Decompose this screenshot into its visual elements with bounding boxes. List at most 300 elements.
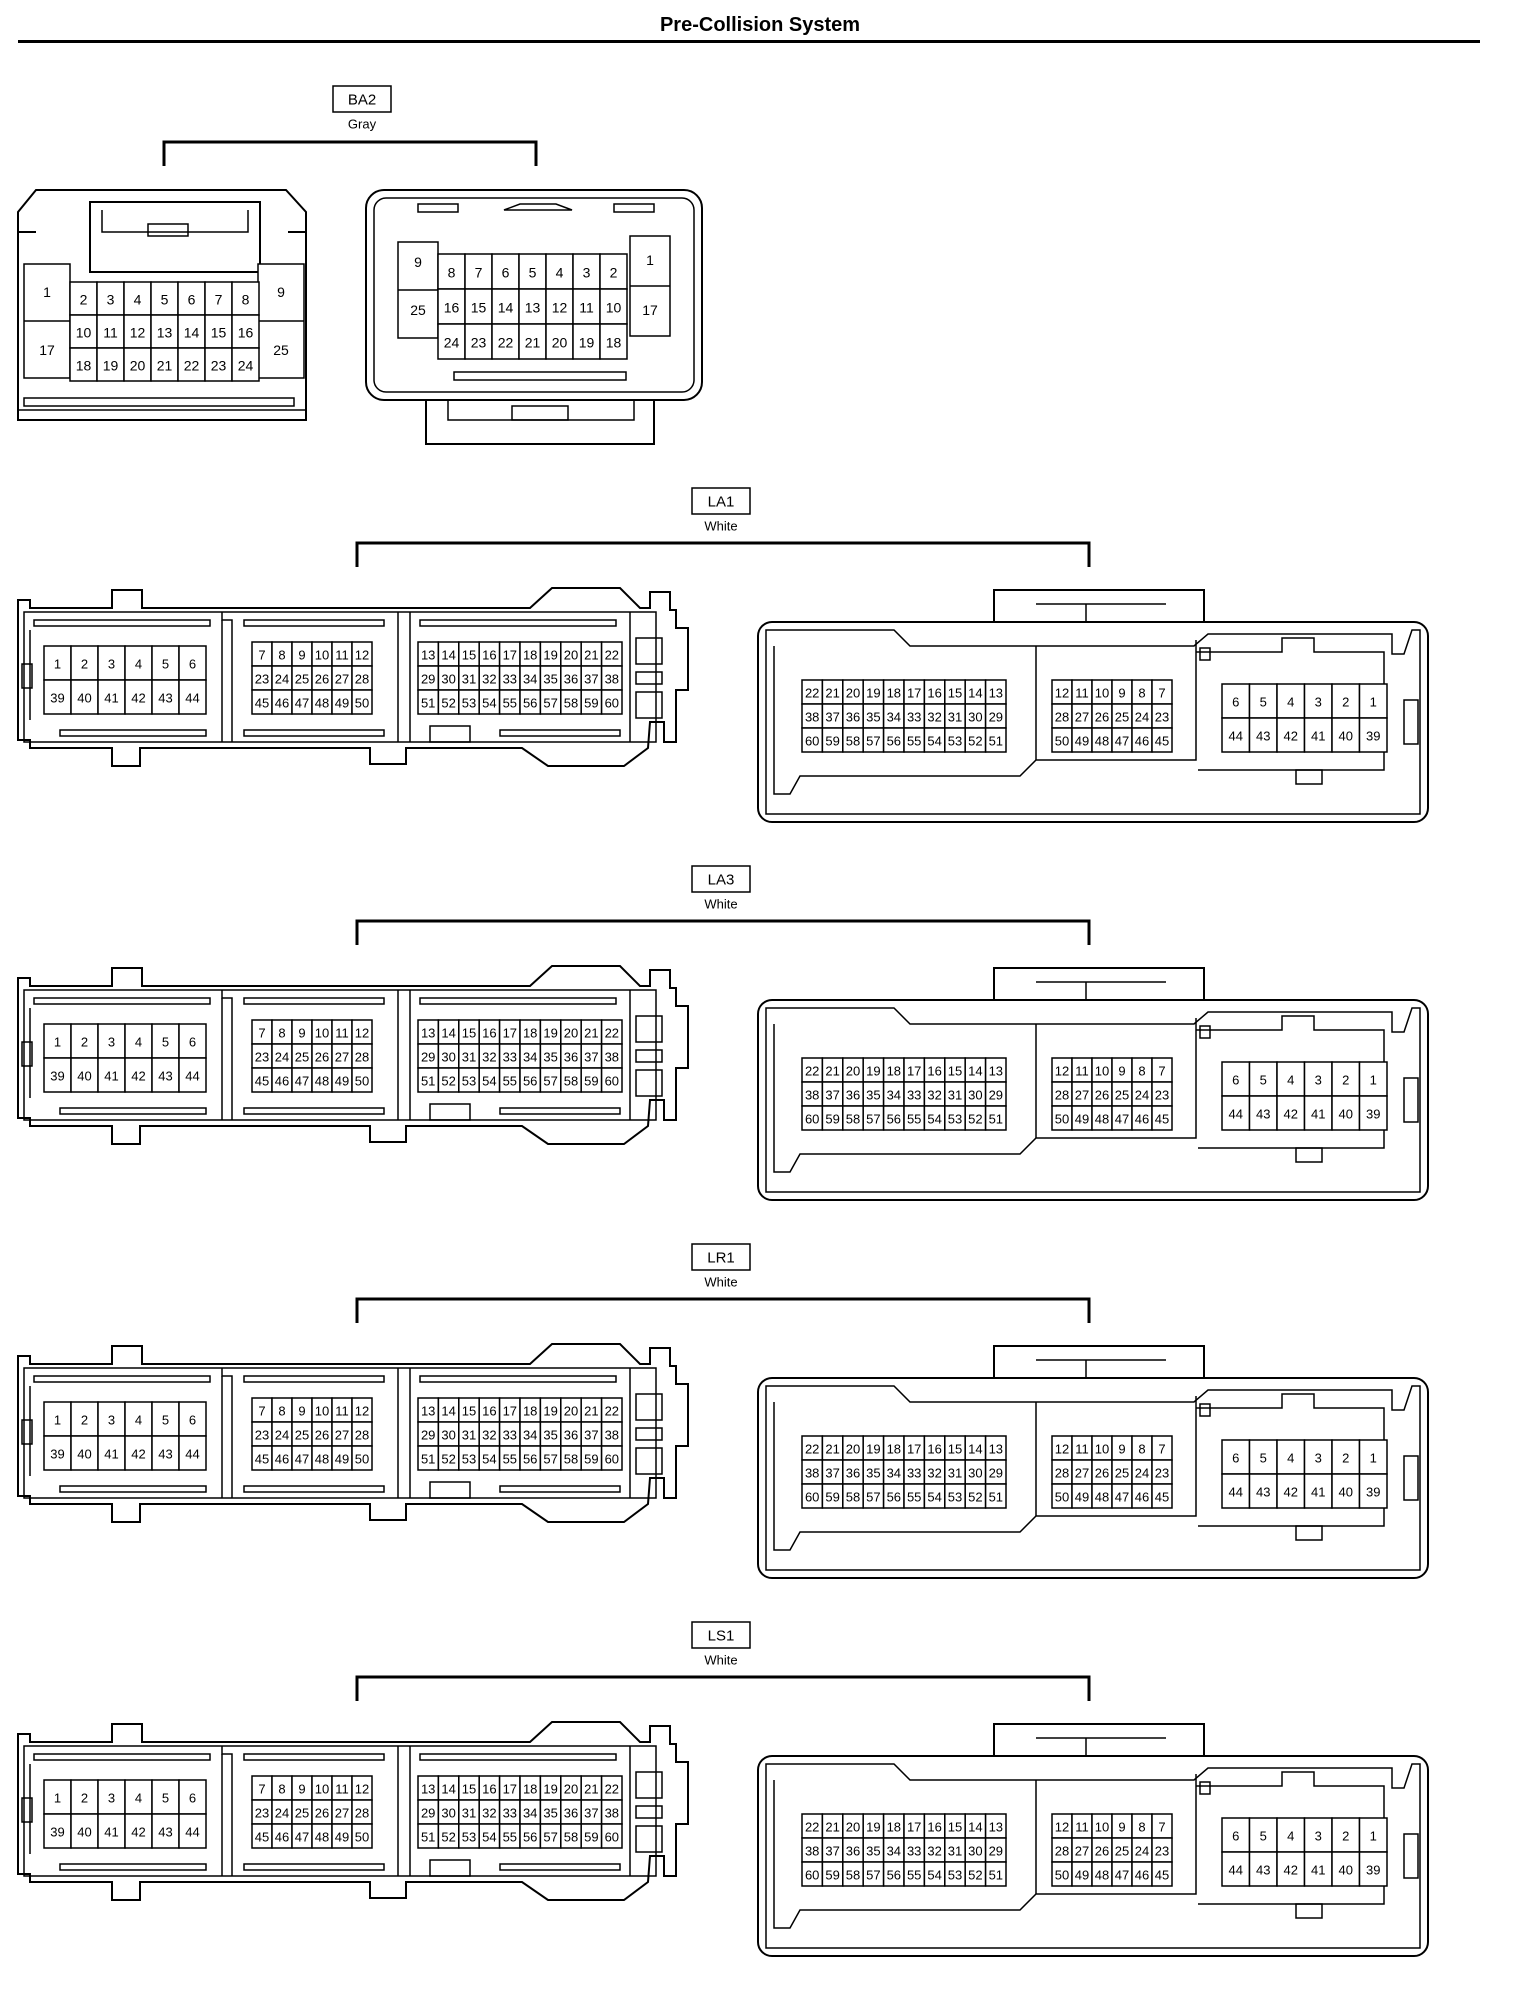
pin-cell bbox=[1222, 1474, 1250, 1508]
pin-number: 47 bbox=[1114, 733, 1130, 749]
pin-number: 55 bbox=[906, 1867, 922, 1883]
pin-number: 60 bbox=[604, 1073, 620, 1089]
housing-line bbox=[500, 1864, 620, 1870]
ba2-male-view bbox=[18, 190, 306, 420]
pin-number: 39 bbox=[1366, 728, 1381, 744]
pin-cell bbox=[884, 1058, 904, 1082]
pin-number: 30 bbox=[968, 1843, 983, 1859]
pin-number: 38 bbox=[604, 1805, 620, 1821]
pin-cell bbox=[98, 680, 125, 714]
pin-cell bbox=[125, 1436, 152, 1470]
pin-number: 6 bbox=[188, 1790, 197, 1806]
pin-number: 19 bbox=[866, 685, 881, 701]
pin-cell bbox=[986, 1436, 1006, 1460]
pin-cell bbox=[884, 1436, 904, 1460]
pin-cell bbox=[70, 348, 97, 381]
pin-cell bbox=[1305, 1474, 1333, 1508]
pin-cell bbox=[1112, 680, 1132, 704]
pin-number: 42 bbox=[131, 1446, 146, 1462]
pin-number: 48 bbox=[314, 1073, 330, 1089]
pin-number: 25 bbox=[1114, 1087, 1130, 1103]
pin-number: 42 bbox=[1283, 1106, 1298, 1122]
pin-number: 50 bbox=[1054, 1867, 1070, 1883]
connector-code: LR1 bbox=[707, 1249, 735, 1267]
pin-number: 7 bbox=[258, 1403, 266, 1419]
housing-line bbox=[500, 1108, 620, 1114]
pin-cell bbox=[1112, 1436, 1132, 1460]
pin-cell bbox=[802, 680, 822, 704]
pin-number: 18 bbox=[522, 1781, 538, 1797]
pin-cell bbox=[924, 1082, 944, 1106]
pin-cell bbox=[1052, 1862, 1072, 1886]
pin-number: 36 bbox=[845, 709, 861, 725]
pin-number: 42 bbox=[1283, 1862, 1298, 1878]
pin-number: 14 bbox=[497, 299, 514, 316]
pin-cell bbox=[540, 1020, 560, 1044]
pin-cell bbox=[1132, 1082, 1152, 1106]
pin-number: 21 bbox=[524, 334, 541, 351]
pin-cell bbox=[581, 1020, 601, 1044]
housing-line bbox=[636, 1826, 662, 1852]
pin-cell bbox=[540, 1068, 560, 1092]
pin-cell bbox=[292, 1446, 312, 1470]
pin-cell bbox=[418, 1044, 438, 1068]
pin-number: 12 bbox=[354, 1403, 370, 1419]
pin-cell bbox=[1277, 1096, 1305, 1130]
pin-cell bbox=[1250, 1818, 1278, 1852]
pin-number: 32 bbox=[482, 671, 497, 687]
pin-number: 43 bbox=[158, 1446, 173, 1462]
housing-line bbox=[1404, 1078, 1418, 1122]
housing-line bbox=[500, 730, 620, 736]
pin-number: 36 bbox=[563, 1049, 579, 1065]
pin-cell bbox=[863, 728, 883, 752]
pin-number: 7 bbox=[1158, 1441, 1166, 1457]
pin-cell bbox=[352, 1044, 372, 1068]
pin-number: 59 bbox=[584, 1073, 599, 1089]
pin-number: 47 bbox=[1114, 1489, 1130, 1505]
housing-line bbox=[504, 204, 572, 210]
pin-cell bbox=[205, 348, 232, 381]
pin-cell bbox=[520, 642, 540, 666]
pin-cell bbox=[179, 1814, 206, 1848]
connector-lr1-female-view bbox=[758, 1346, 1428, 1578]
pin-cell bbox=[945, 1460, 965, 1484]
pin-number: 5 bbox=[161, 656, 170, 672]
pin-cell bbox=[904, 1106, 924, 1130]
pin-number: 10 bbox=[314, 1403, 330, 1419]
pin-number: 48 bbox=[1094, 733, 1110, 749]
pin-number: 35 bbox=[866, 1843, 881, 1859]
pin-number: 58 bbox=[563, 1451, 579, 1467]
pin-cell bbox=[904, 1460, 924, 1484]
pin-number: 44 bbox=[1228, 728, 1243, 744]
pin-number: 23 bbox=[1154, 709, 1170, 725]
pin-cell bbox=[124, 315, 151, 348]
pin-cell bbox=[1052, 1058, 1072, 1082]
pin-cell bbox=[1360, 684, 1388, 718]
pin-cell bbox=[1112, 1106, 1132, 1130]
pin-number: 45 bbox=[254, 1829, 270, 1845]
housing-line bbox=[34, 1754, 210, 1760]
housing-line bbox=[1404, 1456, 1418, 1500]
pin-number: 46 bbox=[1134, 1867, 1150, 1883]
housing-line bbox=[994, 1724, 1204, 1756]
pin-number: 2 bbox=[80, 1412, 89, 1428]
pin-cell bbox=[863, 680, 883, 704]
pin-cell bbox=[71, 680, 98, 714]
pin-cell bbox=[438, 1776, 458, 1800]
pin-number: 52 bbox=[441, 1829, 456, 1845]
pin-number: 13 bbox=[988, 1819, 1004, 1835]
pin-number: 39 bbox=[1366, 1484, 1381, 1500]
pin-cell bbox=[292, 642, 312, 666]
pin-number: 13 bbox=[420, 1403, 436, 1419]
pin-number: 39 bbox=[50, 1824, 65, 1840]
pin-number: 9 bbox=[298, 1781, 306, 1797]
pin-cell bbox=[986, 1058, 1006, 1082]
pin-number: 49 bbox=[334, 1451, 350, 1467]
pin-number: 11 bbox=[579, 299, 594, 316]
pin-number: 59 bbox=[825, 1489, 840, 1505]
pin-cell bbox=[924, 704, 944, 728]
pin-number: 32 bbox=[482, 1805, 497, 1821]
pin-cell bbox=[152, 1780, 179, 1814]
pin-number: 24 bbox=[274, 1049, 290, 1065]
housing-line bbox=[994, 590, 1204, 622]
pin-number: 14 bbox=[441, 647, 456, 663]
housing-line bbox=[222, 990, 232, 1120]
pin-number: 1 bbox=[1369, 694, 1377, 710]
pin-number: 56 bbox=[886, 733, 902, 749]
pin-number: 20 bbox=[563, 1025, 579, 1041]
pin-cell bbox=[904, 1082, 924, 1106]
pin-cell bbox=[1305, 1440, 1333, 1474]
pin-cell bbox=[125, 1024, 152, 1058]
pin-number: 54 bbox=[927, 1111, 942, 1127]
pin-number: 16 bbox=[927, 1441, 942, 1457]
pin-cell bbox=[438, 1044, 458, 1068]
pin-cell bbox=[98, 1058, 125, 1092]
pin-number: 24 bbox=[274, 671, 290, 687]
pin-number: 12 bbox=[129, 324, 146, 341]
housing-line bbox=[60, 730, 206, 736]
pin-number: 41 bbox=[104, 1824, 119, 1840]
pin-number: 36 bbox=[845, 1843, 861, 1859]
pin-number: 54 bbox=[927, 1867, 942, 1883]
pin-cell bbox=[602, 1020, 622, 1044]
pin-cell bbox=[418, 1422, 438, 1446]
connector-header bbox=[357, 488, 1089, 567]
pin-cell bbox=[1332, 1852, 1360, 1886]
pin-number: 8 bbox=[1138, 685, 1146, 701]
pin-cell bbox=[352, 690, 372, 714]
pin-number: 56 bbox=[886, 1867, 902, 1883]
pin-number: 42 bbox=[1283, 1484, 1298, 1500]
pin-number: 38 bbox=[604, 1427, 620, 1443]
pin-number: 47 bbox=[1114, 1111, 1130, 1127]
housing-line bbox=[1200, 648, 1210, 660]
pin-number: 20 bbox=[845, 1441, 861, 1457]
pin-cell bbox=[843, 1862, 863, 1886]
pin-cell bbox=[479, 642, 499, 666]
pin-number: 36 bbox=[563, 1427, 579, 1443]
pin-cell bbox=[500, 1068, 520, 1092]
pin-cell bbox=[540, 1398, 560, 1422]
pin-number: 27 bbox=[1074, 1465, 1090, 1481]
pin-cell bbox=[151, 282, 178, 315]
pin-cell bbox=[843, 1058, 863, 1082]
pin-number: 2 bbox=[80, 1034, 89, 1050]
pin-number: 30 bbox=[441, 1427, 456, 1443]
pin-number: 4 bbox=[1287, 1828, 1295, 1844]
pin-cell bbox=[904, 1814, 924, 1838]
connector-la3-male-view bbox=[18, 966, 688, 1144]
pin-cell bbox=[124, 282, 151, 315]
pin-cell bbox=[500, 642, 520, 666]
housing-line bbox=[636, 638, 662, 664]
pin-cell bbox=[479, 690, 499, 714]
pin-number: 16 bbox=[927, 1819, 942, 1835]
housing-line bbox=[222, 1368, 232, 1498]
pin-number: 40 bbox=[1338, 1484, 1353, 1500]
pin-number: 25 bbox=[1114, 1843, 1130, 1859]
pin-cell bbox=[152, 646, 179, 680]
pin-cell bbox=[272, 642, 292, 666]
pin-cell bbox=[292, 1068, 312, 1092]
pin-cell bbox=[179, 680, 206, 714]
pin-cell bbox=[71, 1058, 98, 1092]
pin-number: 7 bbox=[258, 1025, 266, 1041]
pin-number: 28 bbox=[354, 1427, 370, 1443]
pin-cell bbox=[1052, 1082, 1072, 1106]
pin-number: 32 bbox=[927, 1465, 942, 1481]
pin-number: 55 bbox=[502, 1451, 518, 1467]
pin-cell bbox=[1277, 684, 1305, 718]
pin-cell bbox=[44, 1780, 71, 1814]
pin-cell bbox=[602, 1800, 622, 1824]
pin-number: 36 bbox=[563, 671, 579, 687]
pin-number: 39 bbox=[50, 690, 65, 706]
pin-number: 39 bbox=[1366, 1106, 1381, 1122]
pin-cell bbox=[1072, 1436, 1092, 1460]
pin-number: 54 bbox=[927, 1489, 942, 1505]
pin-cell bbox=[152, 1814, 179, 1848]
pin-number: 25 bbox=[273, 342, 289, 358]
housing-line bbox=[636, 692, 662, 718]
pin-cell bbox=[178, 315, 205, 348]
pin-cell bbox=[581, 1398, 601, 1422]
pin-cell bbox=[540, 666, 560, 690]
housing-line bbox=[244, 620, 384, 626]
pin-cell bbox=[965, 1838, 985, 1862]
pin-cell bbox=[520, 1020, 540, 1044]
pin-number: 26 bbox=[1094, 1465, 1110, 1481]
pin-cell bbox=[561, 1446, 581, 1470]
pin-number: 33 bbox=[502, 1427, 518, 1443]
housing-line bbox=[636, 1806, 662, 1818]
pin-cell bbox=[520, 1068, 540, 1092]
pin-number: 54 bbox=[482, 1829, 497, 1845]
housing-line bbox=[34, 620, 210, 626]
pin-cell bbox=[1152, 728, 1172, 752]
pin-cell bbox=[965, 1460, 985, 1484]
pin-cell bbox=[152, 680, 179, 714]
pin-number: 40 bbox=[1338, 1106, 1353, 1122]
pin-number: 13 bbox=[988, 1063, 1004, 1079]
pin-cell bbox=[459, 1068, 479, 1092]
pin-number: 25 bbox=[294, 1805, 310, 1821]
pin-cell bbox=[1112, 1838, 1132, 1862]
pin-cell bbox=[1360, 1440, 1388, 1474]
pin-cell bbox=[802, 1058, 822, 1082]
pin-number: 33 bbox=[906, 1087, 922, 1103]
pin-cell bbox=[986, 1484, 1006, 1508]
pin-number: 48 bbox=[1094, 1111, 1110, 1127]
pin-cell bbox=[438, 690, 458, 714]
pin-number: 41 bbox=[1311, 1106, 1326, 1122]
pin-cell bbox=[1332, 1818, 1360, 1852]
pin-cell bbox=[945, 1436, 965, 1460]
pin-number: 20 bbox=[563, 647, 579, 663]
connector-la3-female-view bbox=[758, 968, 1428, 1200]
pin-cell bbox=[822, 1058, 842, 1082]
pin-cell bbox=[1052, 1106, 1072, 1130]
pin-number: 41 bbox=[104, 1068, 119, 1084]
pin-number: 30 bbox=[968, 1087, 983, 1103]
pin-number: 33 bbox=[502, 1805, 518, 1821]
pin-cell bbox=[352, 1824, 372, 1848]
pin-cell bbox=[252, 1824, 272, 1848]
pin-number: 60 bbox=[604, 695, 620, 711]
pin-cell bbox=[252, 1020, 272, 1044]
housing-line bbox=[636, 1016, 662, 1042]
pin-number: 45 bbox=[1154, 1867, 1170, 1883]
pin-number: 19 bbox=[543, 1781, 558, 1797]
pin-number: 22 bbox=[604, 1403, 620, 1419]
connector-ls1-female-view bbox=[758, 1724, 1428, 1956]
pin-cell bbox=[44, 1814, 71, 1848]
housing-line bbox=[614, 204, 654, 212]
pin-cell bbox=[332, 1044, 352, 1068]
housing-line bbox=[244, 998, 384, 1004]
pin-number: 11 bbox=[335, 1403, 349, 1419]
housing-line bbox=[636, 1448, 662, 1474]
pin-number: 15 bbox=[470, 299, 487, 316]
pin-cell bbox=[352, 642, 372, 666]
pin-cell bbox=[332, 1446, 352, 1470]
pin-cell bbox=[884, 704, 904, 728]
pin-number: 8 bbox=[447, 264, 456, 281]
pin-number: 56 bbox=[522, 695, 538, 711]
pin-number: 18 bbox=[886, 685, 902, 701]
pin-number: 8 bbox=[1138, 1063, 1146, 1079]
pin-number: 55 bbox=[906, 1489, 922, 1505]
pin-cell bbox=[98, 1814, 125, 1848]
pin-cell bbox=[843, 680, 863, 704]
pin-cell bbox=[602, 1044, 622, 1068]
pin-number: 55 bbox=[502, 1829, 518, 1845]
pin-cell bbox=[573, 289, 600, 324]
pin-number: 38 bbox=[604, 671, 620, 687]
pin-cell bbox=[884, 1838, 904, 1862]
pin-number: 55 bbox=[906, 1111, 922, 1127]
pin-number: 49 bbox=[1074, 1489, 1090, 1505]
pin-cell bbox=[1305, 1852, 1333, 1886]
pin-cell bbox=[438, 1398, 458, 1422]
pin-cell bbox=[252, 642, 272, 666]
pin-number: 32 bbox=[482, 1049, 497, 1065]
pin-number: 3 bbox=[107, 1034, 116, 1050]
pin-number: 5 bbox=[1259, 1072, 1267, 1088]
pin-cell bbox=[332, 1800, 352, 1824]
pin-number: 18 bbox=[522, 647, 538, 663]
pin-cell bbox=[924, 728, 944, 752]
pin-cell bbox=[292, 1824, 312, 1848]
pin-number: 22 bbox=[604, 1025, 620, 1041]
pin-cell bbox=[312, 1398, 332, 1422]
housing-line bbox=[24, 398, 294, 406]
pin-number: 49 bbox=[334, 695, 350, 711]
pin-cell bbox=[600, 289, 627, 324]
pin-cell bbox=[520, 690, 540, 714]
pin-number: 18 bbox=[522, 1025, 538, 1041]
pin-cell bbox=[822, 1106, 842, 1130]
pin-cell bbox=[802, 1814, 822, 1838]
pin-number: 46 bbox=[1134, 1111, 1150, 1127]
pin-cell bbox=[97, 315, 124, 348]
pin-number: 4 bbox=[134, 1790, 143, 1806]
pin-number: 53 bbox=[461, 1451, 477, 1467]
pin-cell bbox=[945, 1838, 965, 1862]
pin-number: 12 bbox=[354, 1781, 370, 1797]
pin-number: 41 bbox=[104, 1446, 119, 1462]
pin-number: 15 bbox=[210, 324, 227, 341]
pin-cell bbox=[802, 1436, 822, 1460]
pin-number: 20 bbox=[845, 1819, 861, 1835]
pin-cell bbox=[152, 1024, 179, 1058]
housing-line bbox=[636, 1070, 662, 1096]
pin-cell bbox=[573, 324, 600, 359]
pin-number: 56 bbox=[522, 1073, 538, 1089]
housing-line bbox=[1404, 1834, 1418, 1878]
pin-number: 53 bbox=[461, 1829, 477, 1845]
pin-cell bbox=[520, 1044, 540, 1068]
pin-number: 46 bbox=[1134, 1489, 1150, 1505]
pin-number: 57 bbox=[866, 733, 881, 749]
pin-number: 34 bbox=[886, 1843, 902, 1859]
pin-cell bbox=[1132, 728, 1152, 752]
pin-number: 57 bbox=[543, 1829, 558, 1845]
pin-cell bbox=[540, 690, 560, 714]
pin-number: 11 bbox=[1075, 1063, 1089, 1079]
pin-number: 25 bbox=[294, 1049, 310, 1065]
pin-cell bbox=[352, 1398, 372, 1422]
pin-cell bbox=[1332, 718, 1360, 752]
pin-cell bbox=[884, 680, 904, 704]
pin-number: 3 bbox=[1314, 1072, 1322, 1088]
pin-cell bbox=[1072, 1484, 1092, 1508]
pin-number: 13 bbox=[156, 324, 173, 341]
pin-cell bbox=[292, 1020, 312, 1044]
pin-cell bbox=[600, 254, 627, 289]
pin-number: 33 bbox=[502, 1049, 518, 1065]
pin-cell bbox=[1092, 1436, 1112, 1460]
pin-number: 5 bbox=[161, 1034, 170, 1050]
pin-number: 33 bbox=[502, 671, 518, 687]
pin-cell bbox=[1052, 1814, 1072, 1838]
pin-cell bbox=[465, 289, 492, 324]
